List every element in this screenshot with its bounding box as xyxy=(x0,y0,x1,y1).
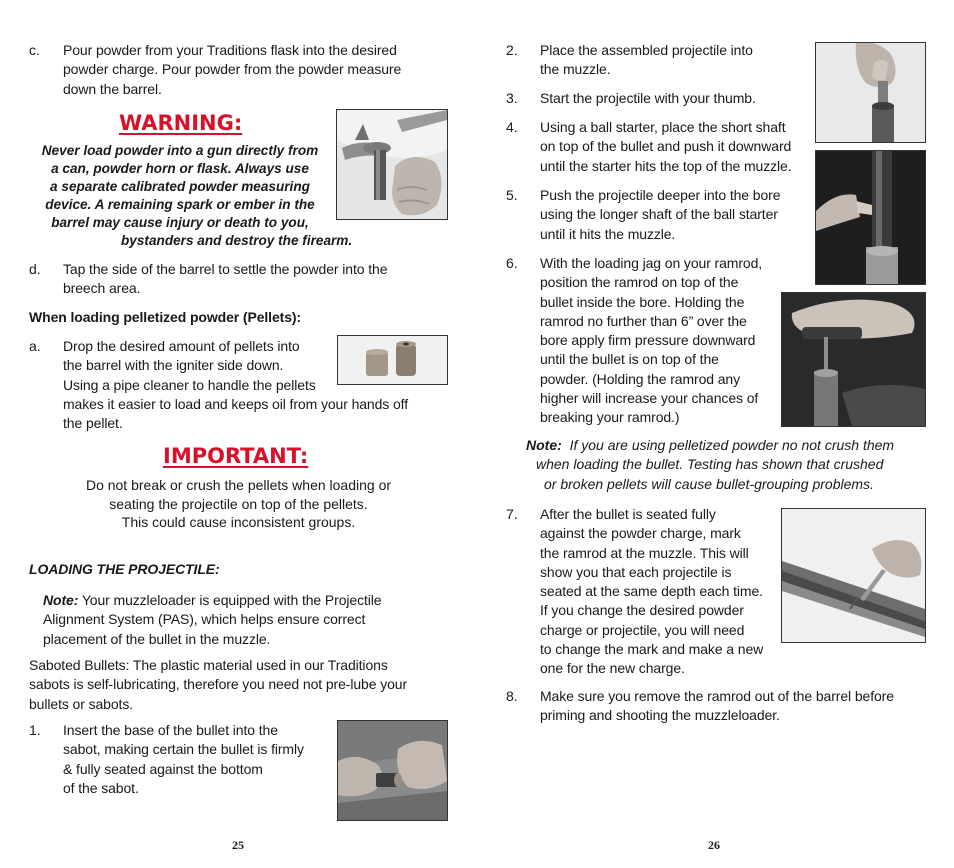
step-5-line: Push the projectile deeper into the bore xyxy=(540,187,781,203)
pellet-note-label: Note: xyxy=(526,437,562,453)
step-7-text xyxy=(540,505,763,679)
pellet-note-line-3: or broken pellets will cause bullet-grouping problems. xyxy=(544,476,874,492)
important-heading: IMPORTANT: xyxy=(163,444,309,468)
step-d-line: breech area. xyxy=(63,280,141,297)
step-3-text xyxy=(540,89,756,108)
page-number-right: 26 xyxy=(708,838,720,852)
step-1-line: of the sabot. xyxy=(63,779,139,796)
warning-heading: WARNING: xyxy=(119,111,243,135)
step-5-text xyxy=(540,186,780,244)
step-c-line: down the barrel. xyxy=(63,80,162,97)
step-2-text xyxy=(540,41,753,80)
step-6-line: With the loading jag on your ramrod, xyxy=(540,255,763,271)
step-2-marker: 2. xyxy=(506,42,518,58)
step-6-line: bore apply firm pressure downward xyxy=(540,332,756,349)
step-2-line: the muzzle. xyxy=(540,61,611,78)
step-6-line: powder. (Holding the ramrod any xyxy=(540,370,741,387)
step-4-line: on top of the bullet and push it downward xyxy=(540,138,792,155)
important-line: seating the projectile on top of the pellets. xyxy=(109,495,368,512)
powder-measure-photo xyxy=(336,109,448,220)
right-page xyxy=(477,0,954,868)
loading-projectile-heading: LOADING THE PROJECTILE: xyxy=(29,561,220,577)
step-a-line: the pellet. xyxy=(63,415,123,432)
saboted-line: Saboted Bullets: The plastic material used in our Traditions xyxy=(29,657,388,673)
saboted-line: bullets or sabots. xyxy=(29,695,134,712)
warning-line: barrel may cause injury or death to you, xyxy=(51,215,309,230)
important-line: This could cause inconsistent groups. xyxy=(121,514,356,530)
step-4-text xyxy=(540,118,792,176)
step-6-line: until the bullet is on top of the xyxy=(540,351,719,368)
ramrod-photo xyxy=(781,292,926,427)
step-6-marker: 6. xyxy=(506,255,518,271)
step-7-line: one for the new charge. xyxy=(540,660,685,677)
step-7-line: seated at the same depth each time. xyxy=(540,583,763,600)
pellet-note-line-1 xyxy=(526,436,894,456)
step-3-marker: 3. xyxy=(506,90,518,106)
step-1-line: & fully seated against the bottom xyxy=(63,760,263,777)
pellet-note-line-2: when loading the bullet. Testing has shown that crushed xyxy=(536,456,884,472)
pas-note-line xyxy=(43,591,381,610)
saboted-bullets-paragraph xyxy=(29,656,407,714)
step-7-line: show you that each projectile is xyxy=(540,563,732,580)
saboted-line: sabots is self-lubricating, therefore you need not pre-lube your xyxy=(29,676,408,693)
warning-line: a can, powder horn or flask. Always use xyxy=(51,161,309,176)
step-7-line: If you change the desired powder xyxy=(540,602,744,619)
step-7-line: the ramrod at the muzzle. This will xyxy=(540,544,749,561)
step-a-line: Drop the desired amount of pellets into xyxy=(63,338,300,354)
pas-note xyxy=(43,591,381,649)
step-6-line: breaking your ramrod.) xyxy=(540,409,680,426)
step-5-line: until it hits the muzzle. xyxy=(540,225,676,242)
step-7-line: to change the mark and make a new xyxy=(540,641,764,658)
warning-line: a separate calibrated powder measuring xyxy=(50,179,310,194)
step-4-line: until the starter hits the top of the muzzle. xyxy=(540,157,792,174)
warning-text xyxy=(30,142,330,232)
step-c-text xyxy=(63,41,401,99)
step-d-text xyxy=(63,260,387,299)
pas-note-line: placement of the bullet in the muzzle. xyxy=(43,630,271,647)
pellets-image xyxy=(338,336,447,384)
step-d-marker: d. xyxy=(29,261,41,277)
step-7-line: After the bullet is seated fully xyxy=(540,506,716,522)
step-5-marker: 5. xyxy=(506,187,518,203)
step-6-line: ramrod no further than 6” over the xyxy=(540,312,747,329)
step-8-line: priming and shooting the muzzleloader. xyxy=(540,707,780,724)
step-8-marker: 8. xyxy=(506,688,518,704)
step-4-marker: 4. xyxy=(506,119,518,135)
step-c-marker: c. xyxy=(29,42,40,58)
step-7-line: against the powder charge, mark xyxy=(540,525,741,542)
important-text xyxy=(0,476,477,532)
step-a-marker: a. xyxy=(29,338,41,354)
important-line: Do not break or crush the pellets when loading or xyxy=(85,477,392,493)
ramrod-mark-image xyxy=(782,509,925,642)
warning-line: device. A remaining spark or ember in the xyxy=(45,197,315,212)
step-8-text xyxy=(540,687,894,726)
step-1-line: Insert the base of the bullet into the xyxy=(63,722,278,738)
step-c-line: powder charge. Pour powder from the powder measure xyxy=(63,61,402,78)
step-6-line: bullet inside the bore. Holding the xyxy=(540,293,745,310)
ball-starter-photo xyxy=(815,150,926,285)
projectile-muzzle-image xyxy=(816,43,925,142)
step-a-line: makes it easier to load and keeps oil from your hands off xyxy=(63,395,409,412)
ramrod-mark-photo xyxy=(781,508,926,643)
step-d-line: Tap the side of the barrel to settle the powder into the xyxy=(63,261,388,277)
step-1-marker: 1. xyxy=(29,722,41,738)
pas-note-line: Alignment System (PAS), which helps ensure correct xyxy=(43,611,366,628)
step-1-text xyxy=(63,721,304,798)
step-5-line: using the longer shaft of the ball starter xyxy=(540,206,778,223)
pas-note-text: Your muzzleloader is equipped with the Projectile xyxy=(81,592,382,608)
pellets-photo xyxy=(337,335,448,385)
step-8-line: Make sure you remove the ramrod out of the barrel before xyxy=(540,688,894,704)
step-a-line: Using a pipe cleaner to handle the pellets xyxy=(63,376,316,393)
sabot-photo xyxy=(337,720,448,821)
step-4-line: Using a ball starter, place the short shaft xyxy=(540,119,786,135)
projectile-muzzle-photo xyxy=(815,42,926,143)
step-7-line: charge or projectile, you will need xyxy=(540,621,745,638)
step-7-marker: 7. xyxy=(506,506,518,522)
ramrod-image xyxy=(782,293,925,426)
step-6-line: position the ramrod on top of the xyxy=(540,274,739,291)
note-label: Note: xyxy=(43,592,79,608)
ball-starter-image xyxy=(816,151,925,284)
step-2-line: Place the assembled projectile into xyxy=(540,42,753,58)
powder-measure-image xyxy=(337,110,447,219)
pellet-note-text: If you are using pelletized powder no not crush them xyxy=(569,437,895,453)
step-c-line: Pour powder from your Traditions flask into the desired xyxy=(63,42,397,58)
step-a-line: the barrel with the igniter side down. xyxy=(63,357,284,374)
step-1-line: sabot, making certain the bullet is firmly xyxy=(63,741,304,758)
pellets-heading: When loading pelletized powder (Pellets): xyxy=(29,309,302,325)
step-6-line: higher will increase your chances of xyxy=(540,390,759,407)
page-number-left: 25 xyxy=(232,838,244,852)
sabot-image xyxy=(338,721,447,820)
step-3-line: Start the projectile with your thumb. xyxy=(540,90,756,106)
warning-line-last: bystanders and destroy the firearm. xyxy=(121,233,353,248)
step-6-text xyxy=(540,254,762,428)
warning-line: Never load powder into a gun directly from xyxy=(41,143,319,158)
